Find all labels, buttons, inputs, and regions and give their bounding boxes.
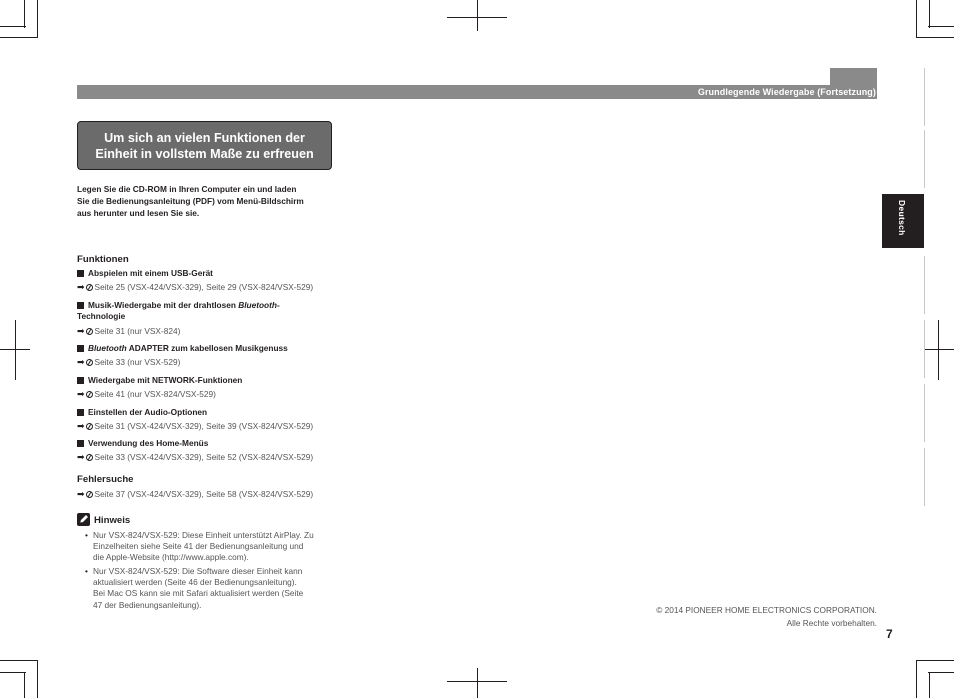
feature-item-audio-options: Einstellen der Audio-Optionen ➡ Seite 31 (VSX-424/VSX-329), Seite 39 (VSX-824/VSX-529) [77, 407, 314, 431]
disc-icon [86, 491, 93, 498]
fehlersuche-heading: Fehlersuche [77, 474, 134, 485]
language-tab [882, 194, 924, 248]
feature-item-home-menu: Verwendung des Home-Menüs ➡ Seite 33 (VSX-424/VSX-329), Seite 52 (VSX-824/VSX-529) [77, 438, 314, 462]
feature-item-network: Wiedergabe mit NETWORK-Funktionen ➡ Seite 41 (nur VSX-824/VSX-529) [77, 375, 243, 399]
page-reference: Seite 33 (VSX-424/VSX-329), Seite 52 (VSX-824/VSX-529) [94, 452, 314, 462]
square-bullet-icon [77, 377, 84, 384]
topic-title-line-1: Um sich an vielen Funktionen der [104, 130, 305, 145]
note-item-airplay: • Nur VSX-824/VSX-529: Diese Einheit unterstützt AirPlay. Zu Einzelheiten siehe Seite 41 der Bedienungsanleitung und die Apple-Website (http://www.apple.com). [85, 530, 314, 563]
disc-icon [86, 454, 93, 461]
disc-icon [86, 284, 93, 291]
page-number: 7 [886, 627, 893, 641]
bullet-dot: • [85, 566, 88, 576]
disc-icon [86, 423, 93, 430]
copyright-notice [656, 604, 877, 630]
page-reference: Seite 31 (VSX-424/VSX-329), Seite 39 (VSX-824/VSX-529) [94, 421, 314, 431]
square-bullet-icon [77, 345, 84, 352]
language-label: Deutsch [897, 200, 907, 236]
intro-paragraph [77, 183, 339, 219]
hinweis-heading: Hinweis [94, 515, 131, 526]
feature-item-bluetooth-adapter: Bluetooth ADAPTER zum kabellosen Musikgenuss ➡ Seite 33 (nur VSX-529) [77, 343, 288, 367]
disc-icon [86, 359, 93, 366]
intro-line-1: Legen Sie die CD-ROM in Ihren Computer ein und laden [77, 184, 297, 194]
note-pencil-icon [77, 513, 90, 526]
arrow-right-icon: ➡ [77, 282, 85, 292]
arrow-right-icon: ➡ [77, 389, 85, 399]
square-bullet-icon [77, 270, 84, 277]
disc-icon [86, 328, 93, 335]
page-reference: Seite 33 (nur VSX-529) [94, 357, 181, 367]
section-title: Grundlegende Wiedergabe (Fortsetzung) [697, 87, 876, 97]
fehlersuche-reference: ➡ Seite 37 (VSX-424/VSX-329), Seite 58 (VSX-824/VSX-529) [77, 489, 314, 499]
page-reference: Seite 25 (VSX-424/VSX-329), Seite 29 (VSX-824/VSX-529) [94, 282, 314, 292]
feature-item-bluetooth: Musik-Wiedergabe mit der drahtlosen Bluetooth- Technologie ➡ Seite 31 (nur VSX-824) [77, 300, 280, 336]
arrow-right-icon: ➡ [77, 326, 85, 336]
arrow-right-icon: ➡ [77, 357, 85, 367]
copyright-line-1: © 2014 PIONEER HOME ELECTRONICS CORPORATION. [656, 605, 877, 615]
arrow-right-icon: ➡ [77, 489, 85, 499]
intro-line-3: aus herunter und lesen Sie sie. [77, 208, 200, 218]
header-bar-tab [830, 68, 877, 86]
page-reference: Seite 41 (nur VSX-824/VSX-529) [94, 389, 216, 399]
disc-icon [86, 391, 93, 398]
page-reference: Seite 31 (nur VSX-824) [94, 326, 181, 336]
note-item-software-update: • Nur VSX-824/VSX-529: Die Software dieser Einheit kann aktualisiert werden (Seite 46 der Bedienungsanleitung). Bei Mac OS kann sie mit Safari aktualisiert werden (Seite 47 der Bedienungsanleitung). [85, 566, 304, 610]
square-bullet-icon [77, 302, 84, 309]
copyright-line-2: Alle Rechte vorbehalten. [786, 618, 877, 628]
square-bullet-icon [77, 409, 84, 416]
arrow-right-icon: ➡ [77, 452, 85, 462]
feature-item-usb: Abspielen mit einem USB-Gerät ➡ Seite 25 (VSX-424/VSX-329), Seite 29 (VSX-824/VSX-529) [77, 268, 314, 292]
topic-title-box [77, 121, 332, 170]
arrow-right-icon: ➡ [77, 421, 85, 431]
bullet-dot: • [85, 530, 88, 540]
square-bullet-icon [77, 440, 84, 447]
intro-line-2: Sie die Bedienungsanleitung (PDF) vom Menü-Bildschirm [77, 196, 304, 206]
funktionen-heading: Funktionen [77, 254, 129, 265]
topic-title-line-2: Einheit in vollstem Maße zu erfreuen [95, 146, 314, 161]
